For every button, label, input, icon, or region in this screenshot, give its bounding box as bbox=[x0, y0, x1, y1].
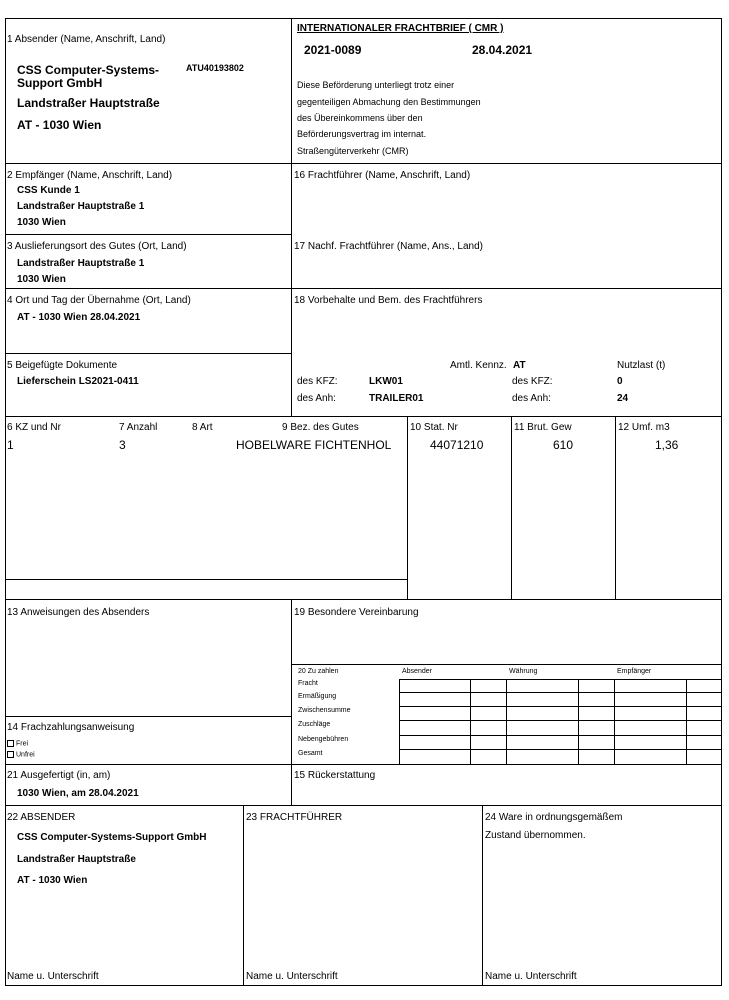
recipient-name: CSS Kunde 1 bbox=[17, 185, 80, 196]
documents-value: Lieferschein LS2021-0411 bbox=[17, 376, 139, 387]
divider bbox=[5, 353, 291, 354]
divider bbox=[5, 599, 722, 600]
divider bbox=[291, 599, 292, 805]
sig-sender-street: Landstraßer Hauptstraße bbox=[17, 854, 136, 865]
refund-label: 15 Rückerstattung bbox=[294, 770, 376, 781]
cmr-notice-line: Beförderungsvertrag im internat. bbox=[297, 129, 427, 139]
sig-sender-name: CSS Computer-Systems-Support GmbH bbox=[17, 832, 207, 843]
pay-header-recipient: Empfänger bbox=[617, 668, 652, 675]
next-carrier-label: 17 Nachf. Frachtführer (Name, Ans., Land) bbox=[294, 241, 483, 252]
carrier-label: 16 Frachtführer (Name, Anschrift, Land) bbox=[294, 170, 471, 181]
pay-grid bbox=[686, 679, 687, 764]
cmr-notice-line: gegenteiligen Abmachung den Bestimmungen bbox=[297, 97, 481, 107]
recipient-label: 2 Empfänger (Name, Anschrift, Land) bbox=[7, 170, 173, 181]
pay-row-label: Zwischensumme bbox=[298, 707, 351, 714]
pay-grid bbox=[399, 679, 400, 764]
pay-row-label: Nebengebühren bbox=[298, 736, 349, 743]
divider bbox=[5, 288, 722, 289]
anh-label-2: des Anh: bbox=[512, 393, 551, 404]
goods-h11: 11 Brut. Gew bbox=[514, 422, 572, 433]
sig-sender-label: 22 ABSENDER bbox=[7, 812, 76, 823]
takeover-value: AT - 1030 Wien 28.04.2021 bbox=[17, 312, 141, 323]
cmr-title: INTERNATIONALER FRACHTBRIEF ( CMR ) bbox=[297, 23, 504, 34]
divider bbox=[243, 805, 244, 986]
issued-value: 1030 Wien, am 28.04.2021 bbox=[17, 788, 139, 799]
goods-h9: 9 Bez. des Gutes bbox=[282, 422, 359, 433]
pay-header-currency: Währung bbox=[509, 668, 538, 675]
freight-payment-label: 14 Frachzahlungsanweisung bbox=[7, 722, 135, 733]
goods-kz: 1 bbox=[7, 438, 14, 452]
amtl-value: AT bbox=[513, 360, 526, 371]
kfz-nutzlast: 0 bbox=[617, 376, 623, 387]
pay-grid bbox=[399, 735, 722, 736]
sender-label: 1 Absender (Name, Anschrift, Land) bbox=[7, 34, 166, 45]
pay-grid bbox=[578, 679, 579, 764]
sender-city: AT - 1030 Wien bbox=[17, 118, 102, 132]
cmr-notice-line: des Übereinkommens über den bbox=[297, 113, 423, 123]
divider bbox=[5, 579, 407, 580]
takeover-label: 4 Ort und Tag der Übernahme (Ort, Land) bbox=[7, 295, 191, 306]
goods-umf: 1,36 bbox=[655, 438, 679, 452]
instructions-label: 13 Anweisungen des Absenders bbox=[7, 607, 150, 618]
pay-grid bbox=[399, 706, 722, 707]
delivery-city: 1030 Wien bbox=[17, 274, 66, 285]
divider bbox=[5, 764, 722, 765]
checkbox-frei-label: Frei bbox=[16, 740, 29, 748]
goods-h10: 10 Stat. Nr bbox=[410, 422, 458, 433]
pay-row-label: Gesamt bbox=[298, 750, 323, 757]
pay-grid bbox=[614, 679, 615, 764]
sig-sender-city: AT - 1030 Wien bbox=[17, 875, 88, 886]
delivery-street: Landstraßer Hauptstraße 1 bbox=[17, 258, 145, 269]
anh-nutzlast: 24 bbox=[617, 393, 629, 404]
anh-label: des Anh: bbox=[297, 393, 336, 404]
kfz-value: LKW01 bbox=[369, 376, 403, 387]
goods-bez: HOBELWARE FICHTENHOL bbox=[236, 438, 392, 452]
kfz-label-2: des KFZ: bbox=[512, 376, 553, 387]
pay-header-sender: Absender bbox=[402, 668, 432, 675]
nutzlast-label: Nutzlast (t) bbox=[617, 360, 666, 371]
doc-date: 28.04.2021 bbox=[472, 43, 533, 57]
divider bbox=[5, 234, 291, 235]
divider bbox=[291, 18, 292, 416]
pay-row-label: Fracht bbox=[298, 680, 318, 687]
divider bbox=[511, 416, 512, 599]
goods-h8: 8 Art bbox=[192, 422, 213, 433]
checkbox-unfrei[interactable] bbox=[7, 751, 35, 758]
goods-stat: 44071210 bbox=[430, 438, 484, 452]
delivery-label: 3 Auslieferungsort des Gutes (Ort, Land) bbox=[7, 241, 187, 252]
sender-uid: ATU40193802 bbox=[186, 63, 244, 73]
divider bbox=[407, 416, 408, 599]
pay-grid bbox=[399, 749, 722, 750]
sender-name: CSS Computer-Systems- bbox=[17, 63, 160, 77]
divider bbox=[5, 163, 722, 164]
pay-grid bbox=[470, 679, 471, 764]
pay-row-label: Zuschläge bbox=[298, 721, 331, 728]
cmr-notice-line: Straßengüterverkehr (CMR) bbox=[297, 146, 409, 156]
doc-number: 2021-0089 bbox=[304, 43, 362, 57]
reservations-label: 18 Vorbehalte und Bem. des Frachtführers bbox=[294, 295, 483, 306]
issued-label: 21 Ausgefertigt (in, am) bbox=[7, 770, 111, 781]
documents-label: 5 Beigefügte Dokumente bbox=[7, 360, 118, 371]
amtl-label: Amtl. Kennz. bbox=[450, 360, 507, 371]
goods-gew: 610 bbox=[553, 438, 574, 452]
sender-name-2: Support GmbH bbox=[17, 76, 103, 90]
divider bbox=[5, 805, 722, 806]
pay-grid bbox=[399, 720, 722, 721]
divider bbox=[482, 805, 483, 986]
checkbox-unfrei-label: Unfrei bbox=[16, 751, 35, 759]
divider bbox=[5, 716, 291, 717]
divider bbox=[615, 416, 616, 599]
pay-grid bbox=[506, 679, 507, 764]
recipient-street: Landstraßer Hauptstraße 1 bbox=[17, 201, 145, 212]
sig-receipt-sign: Name u. Unterschrift bbox=[485, 971, 577, 982]
checkbox-frei[interactable] bbox=[7, 740, 28, 747]
pay-grid bbox=[399, 679, 722, 680]
goods-anzahl: 3 bbox=[119, 438, 126, 452]
pay-grid bbox=[399, 692, 722, 693]
recipient-city: 1030 Wien bbox=[17, 217, 66, 228]
sig-carrier-label: 23 FRACHTFÜHRER bbox=[246, 812, 343, 823]
divider bbox=[291, 664, 722, 665]
pay-header-label: 20 Zu zahlen bbox=[298, 668, 339, 675]
goods-h12: 12 Umf. m3 bbox=[618, 422, 670, 433]
sender-street: Landstraßer Hauptstraße bbox=[17, 96, 160, 110]
agreement-label: 19 Besondere Vereinbarung bbox=[294, 607, 419, 618]
pay-row-label: Ermäßigung bbox=[298, 693, 337, 700]
sig-carrier-sign: Name u. Unterschrift bbox=[246, 971, 338, 982]
anh-value: TRAILER01 bbox=[369, 393, 424, 404]
cmr-notice-line: Diese Beförderung unterliegt trotz einer bbox=[297, 80, 455, 90]
goods-h7: 7 Anzahl bbox=[119, 422, 158, 433]
sig-receipt-label-2: Zustand übernommen. bbox=[485, 830, 586, 841]
sig-sender-sign: Name u. Unterschrift bbox=[7, 971, 99, 982]
sig-receipt-label: 24 Ware in ordnungsgemäßem bbox=[485, 812, 623, 823]
goods-h6: 6 KZ und Nr bbox=[7, 422, 61, 433]
kfz-label: des KFZ: bbox=[297, 376, 338, 387]
